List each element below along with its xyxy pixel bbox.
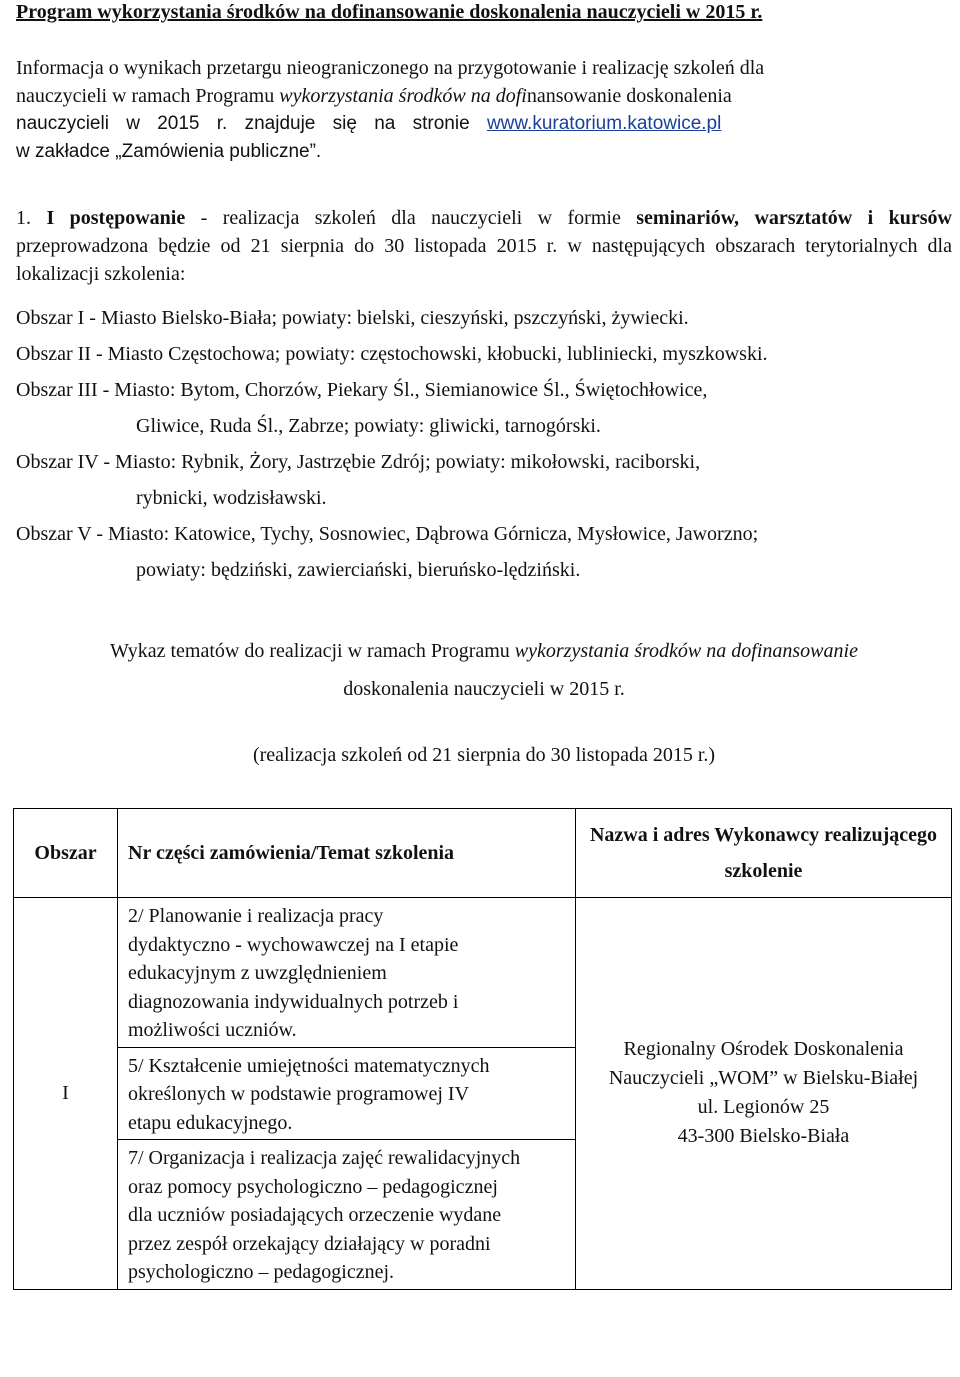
header-topic: Nr części zamówienia/Temat szkolenia: [118, 809, 576, 898]
document-title: Program wykorzystania środków na dofinansowanie doskonalenia nauczycieli w 2015 r.: [16, 1, 763, 23]
area-line: Obszar III - Miasto: Bytom, Chorzów, Piekary Śl., Siemianowice Śl., Świętochłowice,: [16, 379, 708, 401]
info-line: w zakładce „Zamówienia publiczne”.: [16, 141, 322, 162]
executor-name: Regionalny Ośrodek Doskonalenia Nauczycieli „WOM” w Bielsku-Białej: [608, 1038, 919, 1090]
area-line-cont: rybnicki, wodzisławski.: [136, 487, 327, 509]
area-line-cont: powiaty: będziński, zawierciański, bieruńsko-lędziński.: [136, 559, 581, 581]
realization-period: (realizacja szkoleń od 21 sierpnia do 30 listopada 2015 r.): [252, 744, 716, 766]
info-line: [16, 82, 952, 110]
info-text: nauczycieli w 2015 r. znajduje się na stronie: [16, 113, 487, 134]
areas-list: [16, 300, 952, 588]
cell-topics: [118, 898, 576, 1290]
header-area: Obszar: [14, 809, 118, 898]
area-line: Obszar V - Miasto: Katowice, Tychy, Sosnowiec, Dąbrowa Górnicza, Mysłowice, Jaworzno;: [16, 523, 759, 545]
info-line: [16, 110, 952, 138]
topic-item: 2/ Planowanie i realizacja pracy dydaktyczno - wychowawczej na I etapie edukacyjnym z uwzględnieniem diagnozowania indywidualnych potrzeb i możliwości uczniów.: [118, 898, 575, 1048]
executor-street: ul. Legionów 25: [697, 1096, 830, 1119]
area-line: Obszar IV - Miasto: Rybnik, Żory, Jastrzębie Zdrój; powiaty: mikołowski, raciborski,: [16, 451, 701, 473]
tender-info: [16, 54, 952, 166]
topics-heading: [16, 632, 952, 708]
header-executor: Nazwa i adres Wykonawcy realizującego szkolenie: [576, 809, 952, 898]
topic-item: 7/ Organizacja i realizacja zajęć rewalidacyjnych oraz pomocy psychologiczno – pedagogicznej dla uczniów posiadających orzeczenie wydane przez zespół orzekający działający w poradni psychologiczno – pedagogicznej.: [128, 1147, 521, 1283]
section-text: przeprowadzona będzie od 21 sierpnia do 30 listopada 2015 r. w następujących obszarach terytorialnych dla lokalizacji szkolenia:: [16, 235, 952, 285]
section-text: - realizacja szkoleń dla nauczycieli w formie: [185, 207, 637, 229]
table-header-row: [14, 809, 952, 898]
info-text: nansowanie doskonalenia: [526, 85, 732, 107]
info-text: nauczycieli w ramach Programu: [16, 85, 280, 107]
cell-area: I: [14, 898, 118, 1290]
section-heading: I postępowanie: [46, 207, 186, 229]
area-line: Obszar II - Miasto Częstochowa; powiaty: częstochowski, kłobucki, lubliniecki, myszkowski.: [16, 343, 768, 365]
table-row: [14, 898, 952, 1290]
topic-item: 5/ Kształcenie umiejętności matematycznych określonych w podstawie programowej IV etapu edukacyjnego.: [118, 1048, 575, 1141]
topics-heading-text: doskonalenia nauczycieli w 2015 r.: [343, 678, 625, 700]
program-name-italic: wykorzystania środków na dofi: [279, 85, 527, 107]
procedure-text: [16, 204, 952, 288]
cell-executor: [576, 898, 952, 1290]
topics-heading-text: Wykaz tematów do realizacji w ramach Programu: [110, 640, 515, 662]
info-line: Informacja o wynikach przetargu nieograniczonego na przygotowanie i realizację szkoleń dla: [16, 57, 765, 79]
section-number: 1.: [16, 207, 31, 229]
program-name-italic: wykorzystania środków na dofinansowanie: [514, 640, 858, 662]
area-line: Obszar I - Miasto Bielsko-Biała; powiaty: bielski, cieszyński, pszczyński, żywiecki.: [16, 307, 689, 329]
executor-city: 43-300 Bielsko-Biała: [677, 1125, 850, 1148]
kuratorium-link[interactable]: www.kuratorium.katowice.pl: [486, 113, 722, 134]
area-line-cont: Gliwice, Ruda Śl., Zabrze; powiaty: gliwicki, tarnogórski.: [136, 415, 601, 437]
training-forms: seminariów, warsztatów i kursów: [636, 207, 952, 229]
procedure-section: [16, 204, 952, 288]
topics-table: [13, 808, 952, 1290]
